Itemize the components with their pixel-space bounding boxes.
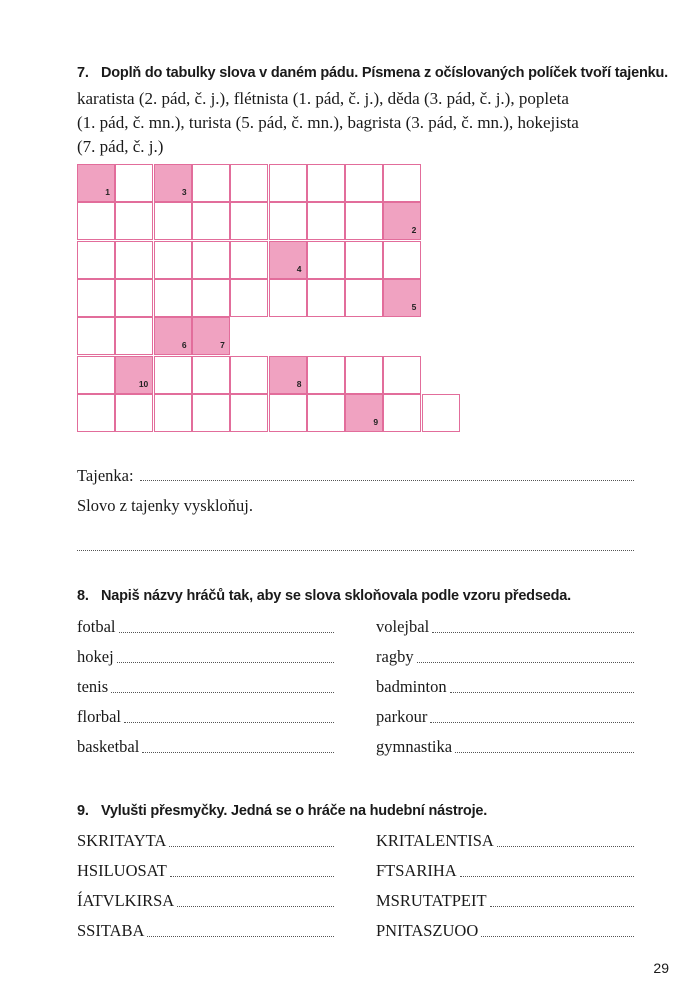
- cell-number: 4: [296, 263, 302, 274]
- task8-right-label: parkour: [376, 707, 428, 726]
- crossword-cell[interactable]: [383, 164, 421, 202]
- cell-number: 10: [138, 378, 149, 389]
- cell-number: 9: [373, 416, 379, 427]
- crossword-cell[interactable]: [77, 394, 115, 432]
- crossword-cell[interactable]: [154, 202, 192, 240]
- cell-number: 1: [105, 187, 110, 197]
- task9-instruction: Vylušti přesmyčky. Jedná se o hráče na hudební nástroje.: [101, 803, 488, 819]
- task9-heading: [77, 803, 487, 819]
- cell-number: 8: [296, 378, 302, 389]
- task7-number: 7.: [77, 65, 89, 81]
- crossword-cell[interactable]: [77, 241, 115, 279]
- task9-left-answer-line[interactable]: [170, 876, 334, 877]
- task8-right-answer-line[interactable]: [450, 692, 634, 693]
- task9-left-label: ÍATVLKIRSA: [77, 891, 175, 910]
- crossword-cell[interactable]: [345, 356, 383, 394]
- task9-right-answer-line[interactable]: [490, 906, 634, 907]
- task8-right-label: volejbal: [376, 617, 430, 636]
- crossword-cell[interactable]: [154, 241, 192, 279]
- crossword-cell[interactable]: [345, 279, 383, 317]
- crossword-cell[interactable]: [230, 164, 268, 202]
- crossword-cell[interactable]: [269, 394, 307, 432]
- crossword-cell[interactable]: [192, 164, 230, 202]
- task9-right-label: PNITASZUOO: [376, 921, 479, 940]
- task7-heading: [77, 65, 668, 81]
- task7-word-list: [77, 87, 637, 159]
- crossword-cell[interactable]: [269, 279, 307, 317]
- task8-left-answer-line[interactable]: [119, 632, 334, 633]
- task9-left-answer-line[interactable]: [147, 936, 334, 937]
- crossword-cell[interactable]: [115, 317, 153, 355]
- task8-left-answer-line[interactable]: [142, 752, 334, 753]
- decline-answer-line[interactable]: [77, 550, 634, 551]
- crossword-cell[interactable]: [154, 394, 192, 432]
- task9-right-label: MSRUTATPEIT: [376, 891, 487, 910]
- crossword-cell[interactable]: [383, 356, 421, 394]
- crossword-cell[interactable]: [269, 164, 307, 202]
- task7-text-line: karatista (2. pád, č. j.), flétnista (1. pád, č. j.), děda (3. pád, č. j.), popleta: [77, 89, 569, 108]
- crossword-numbered-cell[interactable]: [269, 356, 307, 394]
- task8-left-label: florbal: [77, 707, 121, 726]
- task9-right-label: KRITALENTISA: [376, 831, 494, 850]
- crossword-cell[interactable]: [307, 356, 345, 394]
- crossword-numbered-cell[interactable]: [154, 317, 192, 355]
- crossword-cell[interactable]: [307, 164, 345, 202]
- task8-left-answer-line[interactable]: [124, 722, 334, 723]
- crossword-numbered-cell[interactable]: [269, 241, 307, 279]
- cell-number: 3: [181, 187, 187, 197]
- task8-left-label: tenis: [77, 677, 109, 696]
- decline-label: Slovo z tajenky vyskloňuj.: [77, 496, 253, 515]
- cell-number: 2: [411, 225, 417, 236]
- task7-text-line: (7. pád, č. j.): [77, 137, 164, 156]
- crossword-cell[interactable]: [115, 164, 153, 202]
- crossword-cell[interactable]: [345, 202, 383, 240]
- cell-number: 7: [220, 340, 225, 351]
- crossword-cell[interactable]: [345, 241, 383, 279]
- crossword-cell[interactable]: [115, 241, 153, 279]
- tajenka-answer-line[interactable]: [140, 480, 634, 481]
- task9-right-label: FTSARIHA: [376, 861, 457, 880]
- task8-left-answer-line[interactable]: [117, 662, 334, 663]
- crossword-cell[interactable]: [77, 202, 115, 240]
- task9-left-label: SSITABA: [77, 921, 145, 940]
- task8-left-label: hokej: [77, 647, 114, 666]
- crossword-cell[interactable]: [115, 202, 153, 240]
- crossword-cell[interactable]: [422, 394, 460, 432]
- task9-left-label: SKRITAYTA: [77, 831, 167, 850]
- crossword-cell[interactable]: [192, 202, 230, 240]
- crossword-numbered-cell[interactable]: [345, 394, 383, 432]
- crossword-cell[interactable]: [154, 279, 192, 317]
- crossword-numbered-cell[interactable]: [77, 164, 115, 202]
- task8-right-label: gymnastika: [376, 737, 453, 756]
- crossword-cell[interactable]: [230, 356, 268, 394]
- crossword-cell[interactable]: [77, 279, 115, 317]
- crossword-cell[interactable]: [307, 394, 345, 432]
- task8-heading: [77, 588, 571, 604]
- crossword-cell[interactable]: [383, 241, 421, 279]
- crossword-cell[interactable]: [230, 241, 268, 279]
- crossword-cell[interactable]: [115, 279, 153, 317]
- tajenka-label: Tajenka:: [77, 466, 134, 485]
- task8-right-answer-line[interactable]: [455, 752, 634, 753]
- crossword-cell[interactable]: [192, 279, 230, 317]
- task9-left-answer-line[interactable]: [169, 846, 334, 847]
- crossword-cell[interactable]: [192, 356, 230, 394]
- crossword-cell[interactable]: [230, 202, 268, 240]
- task9-left-answer-line[interactable]: [177, 906, 334, 907]
- task8-instruction: Napiš názvy hráčů tak, aby se slova skloňovala podle vzoru předseda.: [101, 588, 571, 604]
- task9-number: 9.: [77, 803, 89, 819]
- crossword-numbered-cell[interactable]: [154, 164, 192, 202]
- crossword-cell[interactable]: [383, 394, 421, 432]
- task8-right-label: badminton: [376, 677, 447, 696]
- crossword-cell[interactable]: [307, 202, 345, 240]
- crossword-numbered-cell[interactable]: [192, 317, 230, 355]
- task8-right-answer-line[interactable]: [417, 662, 634, 663]
- task8-left-label: basketbal: [77, 737, 140, 756]
- cell-number: 6: [181, 340, 187, 351]
- crossword-numbered-cell[interactable]: [383, 279, 421, 317]
- crossword-cell[interactable]: [307, 241, 345, 279]
- task8-right-answer-line[interactable]: [430, 722, 634, 723]
- crossword-cell[interactable]: [230, 279, 268, 317]
- task8-left-label: fotbal: [77, 617, 116, 636]
- task9-left-label: HSILUOSAT: [77, 861, 167, 880]
- crossword-cell[interactable]: [154, 356, 192, 394]
- crossword-cell[interactable]: [345, 164, 383, 202]
- task9-right-answer-line[interactable]: [481, 936, 634, 937]
- task8-right-label: ragby: [376, 647, 414, 666]
- task9-right-answer-line[interactable]: [497, 846, 634, 847]
- crossword-cell[interactable]: [192, 241, 230, 279]
- crossword-cell[interactable]: [192, 394, 230, 432]
- crossword-cell[interactable]: [230, 394, 268, 432]
- page-number: 29: [653, 960, 669, 976]
- task9-right-answer-line[interactable]: [460, 876, 634, 877]
- task8-number: 8.: [77, 588, 89, 604]
- crossword-cell[interactable]: [77, 317, 115, 355]
- crossword-cell[interactable]: [307, 279, 345, 317]
- crossword-cell[interactable]: [269, 202, 307, 240]
- crossword-numbered-cell[interactable]: [383, 202, 421, 240]
- crossword-cell[interactable]: [77, 356, 115, 394]
- cell-number: 5: [411, 301, 417, 312]
- task8-left-answer-line[interactable]: [111, 692, 334, 693]
- task8-right-answer-line[interactable]: [432, 632, 634, 633]
- crossword-cell[interactable]: [115, 394, 153, 432]
- crossword-numbered-cell[interactable]: [115, 356, 153, 394]
- task7-text-line: (1. pád, č. mn.), turista (5. pád, č. mn.), bagrista (3. pád, č. mn.), hokejista: [77, 113, 579, 132]
- task7-instruction: Doplň do tabulky slova v daném pádu. Písmena z očíslovaných políček tvoří tajenku.: [101, 65, 668, 81]
